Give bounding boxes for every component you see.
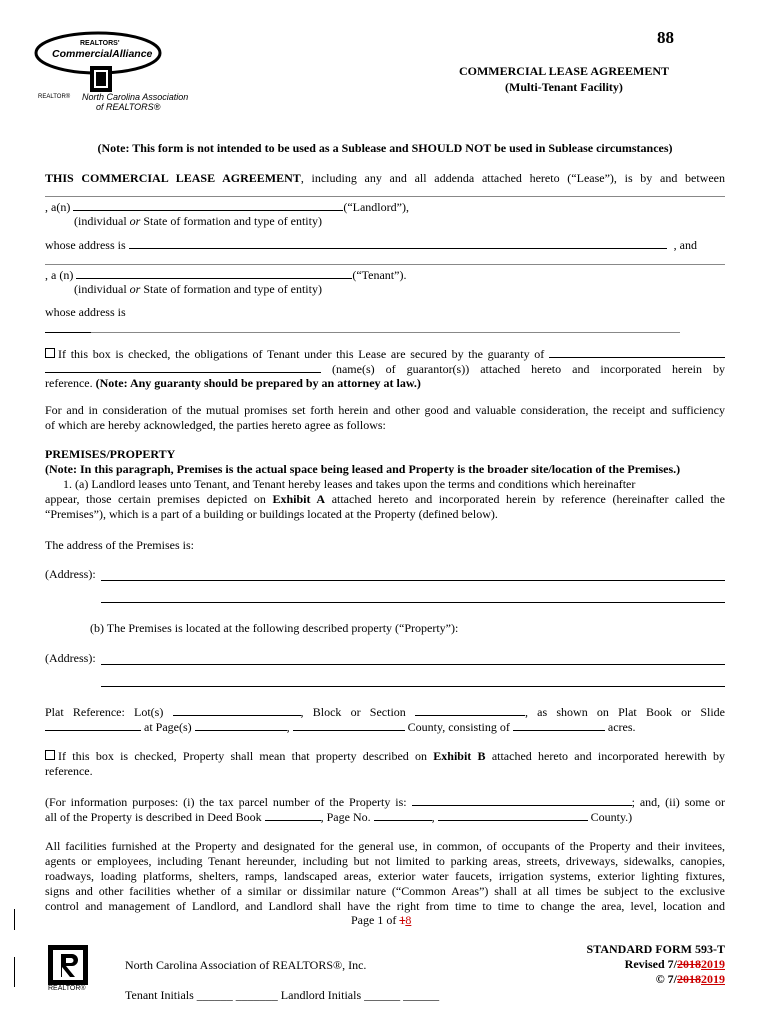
guaranty-line1: If this box is checked, the obligations of Tenant under this Lease are secured by the guaranty of	[45, 346, 725, 362]
form-number: STANDARD FORM 593-T	[586, 942, 725, 956]
premises-address-field-2[interactable]	[101, 602, 725, 603]
consideration-line2: of which are hereby acknowledged, the parties hereto agree as follows:	[45, 418, 386, 432]
property-address-field[interactable]	[101, 664, 725, 665]
revised-date: Revised 7/20182019	[624, 957, 725, 971]
premises-heading: PREMISES/PROPERTY	[45, 447, 176, 461]
plat-reference-line2: at Page(s) , County, consisting of acres.	[45, 719, 725, 735]
realtor-r-icon	[48, 945, 88, 985]
tenant-address-field-short[interactable]	[45, 332, 91, 333]
tax-parcel-line: (For information purposes: (i) the tax parcel number of the Property is: ; and, (ii) some or	[45, 795, 725, 809]
exhibit-b-checkbox[interactable]	[45, 750, 55, 760]
intro-paragraph: THIS COMMERCIAL LEASE AGREEMENT, including any and all addenda attached hereto (“Lease”), is by and between	[45, 171, 726, 185]
realtor-word-footer: REALTOR®	[48, 985, 86, 992]
revision-bar	[14, 909, 15, 930]
premises-note: (Note: In this paragraph, Premises is the actual space being leased and Property is the broader site/location of the Premises.)	[45, 462, 681, 476]
exhibit-b-line1: If this box is checked, Property shall mean that property described on Exhibit B attached hereto and incorporated herewith by	[45, 749, 725, 764]
deed-book-line: all of the Property is described in Deed Book , Page No. , County.)	[45, 810, 633, 824]
tenant-entity-field[interactable]	[76, 267, 352, 279]
page-indicator: Page 1 of 18	[351, 913, 412, 927]
premises-para1-line1: 1. (a) Landlord leases unto Tenant, and Tenant hereby leases and takes upon the terms and conditions which hereinafter	[63, 477, 636, 491]
realtor-logo-footer	[48, 945, 96, 997]
landlord-line: , a(n) (“Landlord”),	[45, 200, 409, 214]
property-address-field-2[interactable]	[101, 686, 725, 687]
facilities-line: roadways, loading platforms, shelters, ramps, landscaped areas, exterior water faucets, irrigation systems, exterior lighting fixtures,	[45, 869, 725, 883]
consideration-line1: For and in consideration of the mutual promises set forth herein and other good and valuable consideration, the receipt and sufficiency	[45, 403, 725, 417]
facilities-line: All facilities furnished at the Property and designated for the general use, in common, of occupants of the Property and their invitees,	[45, 839, 725, 853]
initials-line: Tenant Initials ______ _______ Landlord Initials ______ ______	[125, 988, 440, 1002]
copyright-date: © 7/20182019	[655, 972, 725, 986]
logo-commercial-alliance-text: CommercialAlliance	[52, 48, 153, 60]
property-address-label: (Address):	[45, 651, 96, 665]
landlord-entity-note: (individual or State of formation and type of entity)	[74, 214, 322, 228]
guarantor-field[interactable]	[549, 346, 725, 358]
premises-para1-line3: “Premises”), which is a part of a building or buildings located at the Property (defined below).	[45, 507, 498, 521]
deed-book-field[interactable]	[265, 809, 321, 821]
logo-realtor-word: REALTOR®	[38, 94, 71, 100]
tenant-entity-note: (individual or State of formation and type of entity)	[74, 282, 322, 296]
acres-field[interactable]	[513, 719, 605, 731]
plat-reference-line1: Plat Reference: Lot(s) , Block or Section , as shown on Plat Book or Slide	[45, 705, 726, 719]
landlord-address-line: whose address is , and	[45, 238, 697, 252]
landlord-entity-field[interactable]	[73, 199, 343, 211]
document-subtitle: (Multi-Tenant Facility)	[505, 80, 623, 94]
logo-realtors-text: REALTORS'	[80, 40, 120, 47]
deed-county-field[interactable]	[438, 809, 588, 821]
tenant-line: , a (n) (“Tenant”).	[45, 268, 407, 282]
landlord-address-field[interactable]	[129, 237, 667, 249]
guarantor-name-field[interactable]	[45, 361, 321, 373]
premises-address-field[interactable]	[101, 580, 725, 581]
property-description-b: (b) The Premises is located at the following described property (“Property”):	[90, 621, 459, 635]
exhibit-b-line2: reference.	[45, 764, 93, 778]
tax-parcel-field[interactable]	[412, 794, 632, 806]
page-number: 88	[657, 28, 674, 47]
facilities-line: signs and other facilities whether of a similar or dissimilar nature (“Common Areas”) shall at all times be subject to the exclusive	[45, 884, 725, 898]
sublease-note: (Note: This form is not intended to be used as a Sublease and SHOULD NOT be used in Sublease circumstances)	[97, 141, 673, 155]
county-field[interactable]	[293, 719, 405, 731]
guaranty-line3: reference. (Note: Any guaranty should be prepared by an attorney at law.)	[45, 376, 421, 390]
premises-address-label: (Address):	[45, 567, 96, 581]
footer-association: North Carolina Association of REALTORS®, Inc.	[125, 958, 367, 972]
facilities-line: agents or employees, including Tenant hereunder, including but not limited to parking areas, streets, driveways, sidewalks, canopies,	[45, 854, 725, 868]
facilities-line: control and management of Landlord, and Landlord shall have the right from time to time to change the area, level, location and	[45, 899, 725, 913]
block-field[interactable]	[415, 704, 525, 716]
tenant-address-field[interactable]	[91, 332, 680, 333]
tenant-address-label: whose address is	[45, 305, 126, 319]
plat-book-field[interactable]	[45, 719, 141, 731]
revision-bar	[14, 957, 15, 987]
realtors-commercial-alliance-logo	[34, 28, 214, 118]
guaranty-line2: (name(s) of guarantor(s)) attached hereto and incorporated herein by	[45, 361, 725, 377]
logo-association-line1: North Carolina Association	[82, 92, 189, 102]
lot-field[interactable]	[173, 704, 301, 716]
document-title: COMMERCIAL LEASE AGREEMENT	[458, 64, 670, 78]
premises-para1-line2: appear, those certain premises depicted on Exhibit A attached hereto and incorporated herein by reference (hereinafter called the	[45, 492, 725, 506]
page-field[interactable]	[195, 719, 287, 731]
logo-association-line2: of REALTORS®	[96, 102, 161, 112]
tenant-name-line	[45, 264, 725, 265]
party-name-line	[45, 196, 725, 197]
guaranty-checkbox[interactable]	[45, 348, 55, 358]
premises-address-intro: The address of the Premises is:	[45, 538, 194, 552]
page-no-field[interactable]	[374, 809, 432, 821]
